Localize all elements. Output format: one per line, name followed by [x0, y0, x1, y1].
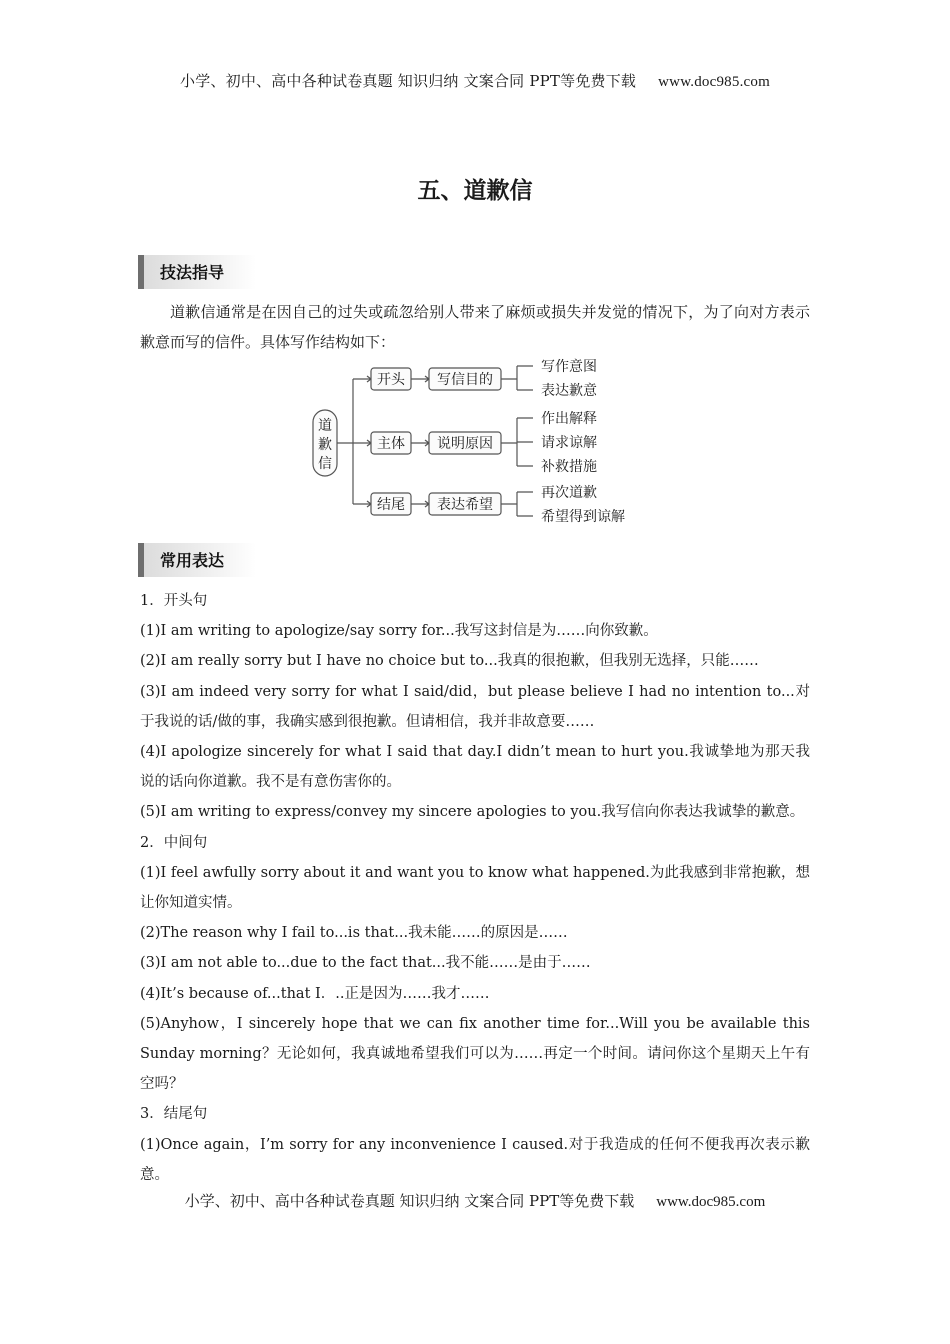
list-item: (2)The reason why I fail to...is that...我未能……的原因是……	[140, 925, 568, 942]
section-tag-label: 常用表达	[160, 551, 225, 570]
list-item: (3)I am not able to...due to the fact that...我不能……是由于……	[140, 955, 591, 972]
diagram-trunk-lines	[337, 379, 371, 504]
diagram-part-1: 开头	[377, 372, 405, 388]
list-item: (5)Anyhow，I sincerely hope that we can fix another time for...Will you be available this Sunday morning？无论如何，我真诚地希望我们可以为……再定一个时间。请问你这个星期天上午有空吗？	[140, 1015, 810, 1093]
list-item: (5)I am writing to express/convey my sincere apologies to you.我写信向你表达我诚挚的歉意。	[140, 804, 805, 821]
group-heading: 1．开头句	[140, 593, 208, 609]
list-item: (1)I am writing to apologize/say sorry for...我写这封信是为……向你致歉。	[140, 623, 658, 640]
footer-text: 小学、初中、高中各种试卷真题 知识归纳 文案合同 PPT等免费下载	[184, 1192, 635, 1210]
diagram-arrow-1	[411, 376, 429, 382]
diagram-leaf-lines-1	[501, 366, 533, 390]
diagram-item-1-2: 表达歉意	[541, 383, 597, 399]
expressions-list	[140, 586, 810, 1190]
intro-paragraph	[140, 297, 810, 357]
diagram-root-char-2: 歉	[318, 437, 332, 453]
diagram-item-2-2: 请求谅解	[541, 435, 597, 451]
page-header	[0, 70, 950, 91]
group-heading: 2．中间句	[140, 834, 208, 851]
header-text: 小学、初中、高中各种试卷真题 知识归纳 文案合同 PPT等免费下载	[180, 72, 637, 90]
diagram-part-2: 主体	[377, 436, 405, 452]
diagram-trunk-arrows	[367, 376, 371, 507]
diagram-purpose-2: 说明原因	[437, 436, 493, 452]
diagram-arrow-3	[411, 501, 429, 507]
section-tag-label: 技法指导	[160, 263, 225, 282]
structure-diagram	[305, 352, 665, 532]
section-tag-expressions	[138, 543, 256, 577]
section-tag-techniques	[138, 255, 256, 289]
diagram-item-3-2: 希望得到谅解	[541, 509, 625, 525]
diagram-root-char-3: 信	[318, 456, 332, 472]
diagram-purpose-3: 表达希望	[437, 497, 493, 513]
diagram-arrow-2	[411, 440, 429, 446]
diagram-root-char-1: 道	[318, 418, 332, 434]
diagram-leaf-lines-3	[501, 492, 533, 516]
diagram-item-3-1: 再次道歉	[541, 485, 597, 501]
header-url: www.doc985.com	[658, 74, 770, 90]
list-item: (1)Once again，I’m sorry for any inconvenience I caused.对于我造成的任何不便我再次表示歉意。	[140, 1136, 810, 1183]
list-item: (4)I apologize sincerely for what I said that day.I didn’t mean to hurt you.我诚挚地为那天我说的话向你道歉。我不是有意伤害你的。	[140, 744, 810, 791]
list-item: (4)It’s because of...that I．..正是因为……我才……	[140, 985, 490, 1002]
list-item: (3)I am indeed very sorry for what I said/did，but please believe I had no intention to...对于我说的话/做的事，我确实感到很抱歉。但请相信，我并非故意要……	[140, 683, 810, 730]
diagram-item-1-1: 写作意图	[541, 359, 597, 375]
diagram-item-2-3: 补救措施	[541, 459, 597, 475]
diagram-item-2-1: 作出解释	[541, 411, 597, 427]
intro-text: 道歉信通常是在因自己的过失或疏忽给别人带来了麻烦或损失并发觉的情况下，为了向对方表示歉意而写的信件。具体写作结构如下：	[140, 303, 810, 351]
footer-url: www.doc985.com	[656, 1194, 766, 1210]
diagram-part-3: 结尾	[377, 497, 405, 513]
diagram-purpose-1: 写信目的	[437, 372, 493, 388]
list-item: (1)I feel awfully sorry about it and want you to know what happened.为此我感到非常抱歉，想让你知道实情。	[140, 864, 810, 912]
list-item: (2)I am really sorry but I have no choice but to...我真的很抱歉，但我别无选择，只能……	[140, 653, 759, 670]
page-footer	[0, 1190, 950, 1211]
group-heading: 3．结尾句	[140, 1106, 208, 1123]
page-title: 五、道歉信	[417, 178, 533, 204]
diagram-leaf-lines-2	[501, 418, 533, 466]
